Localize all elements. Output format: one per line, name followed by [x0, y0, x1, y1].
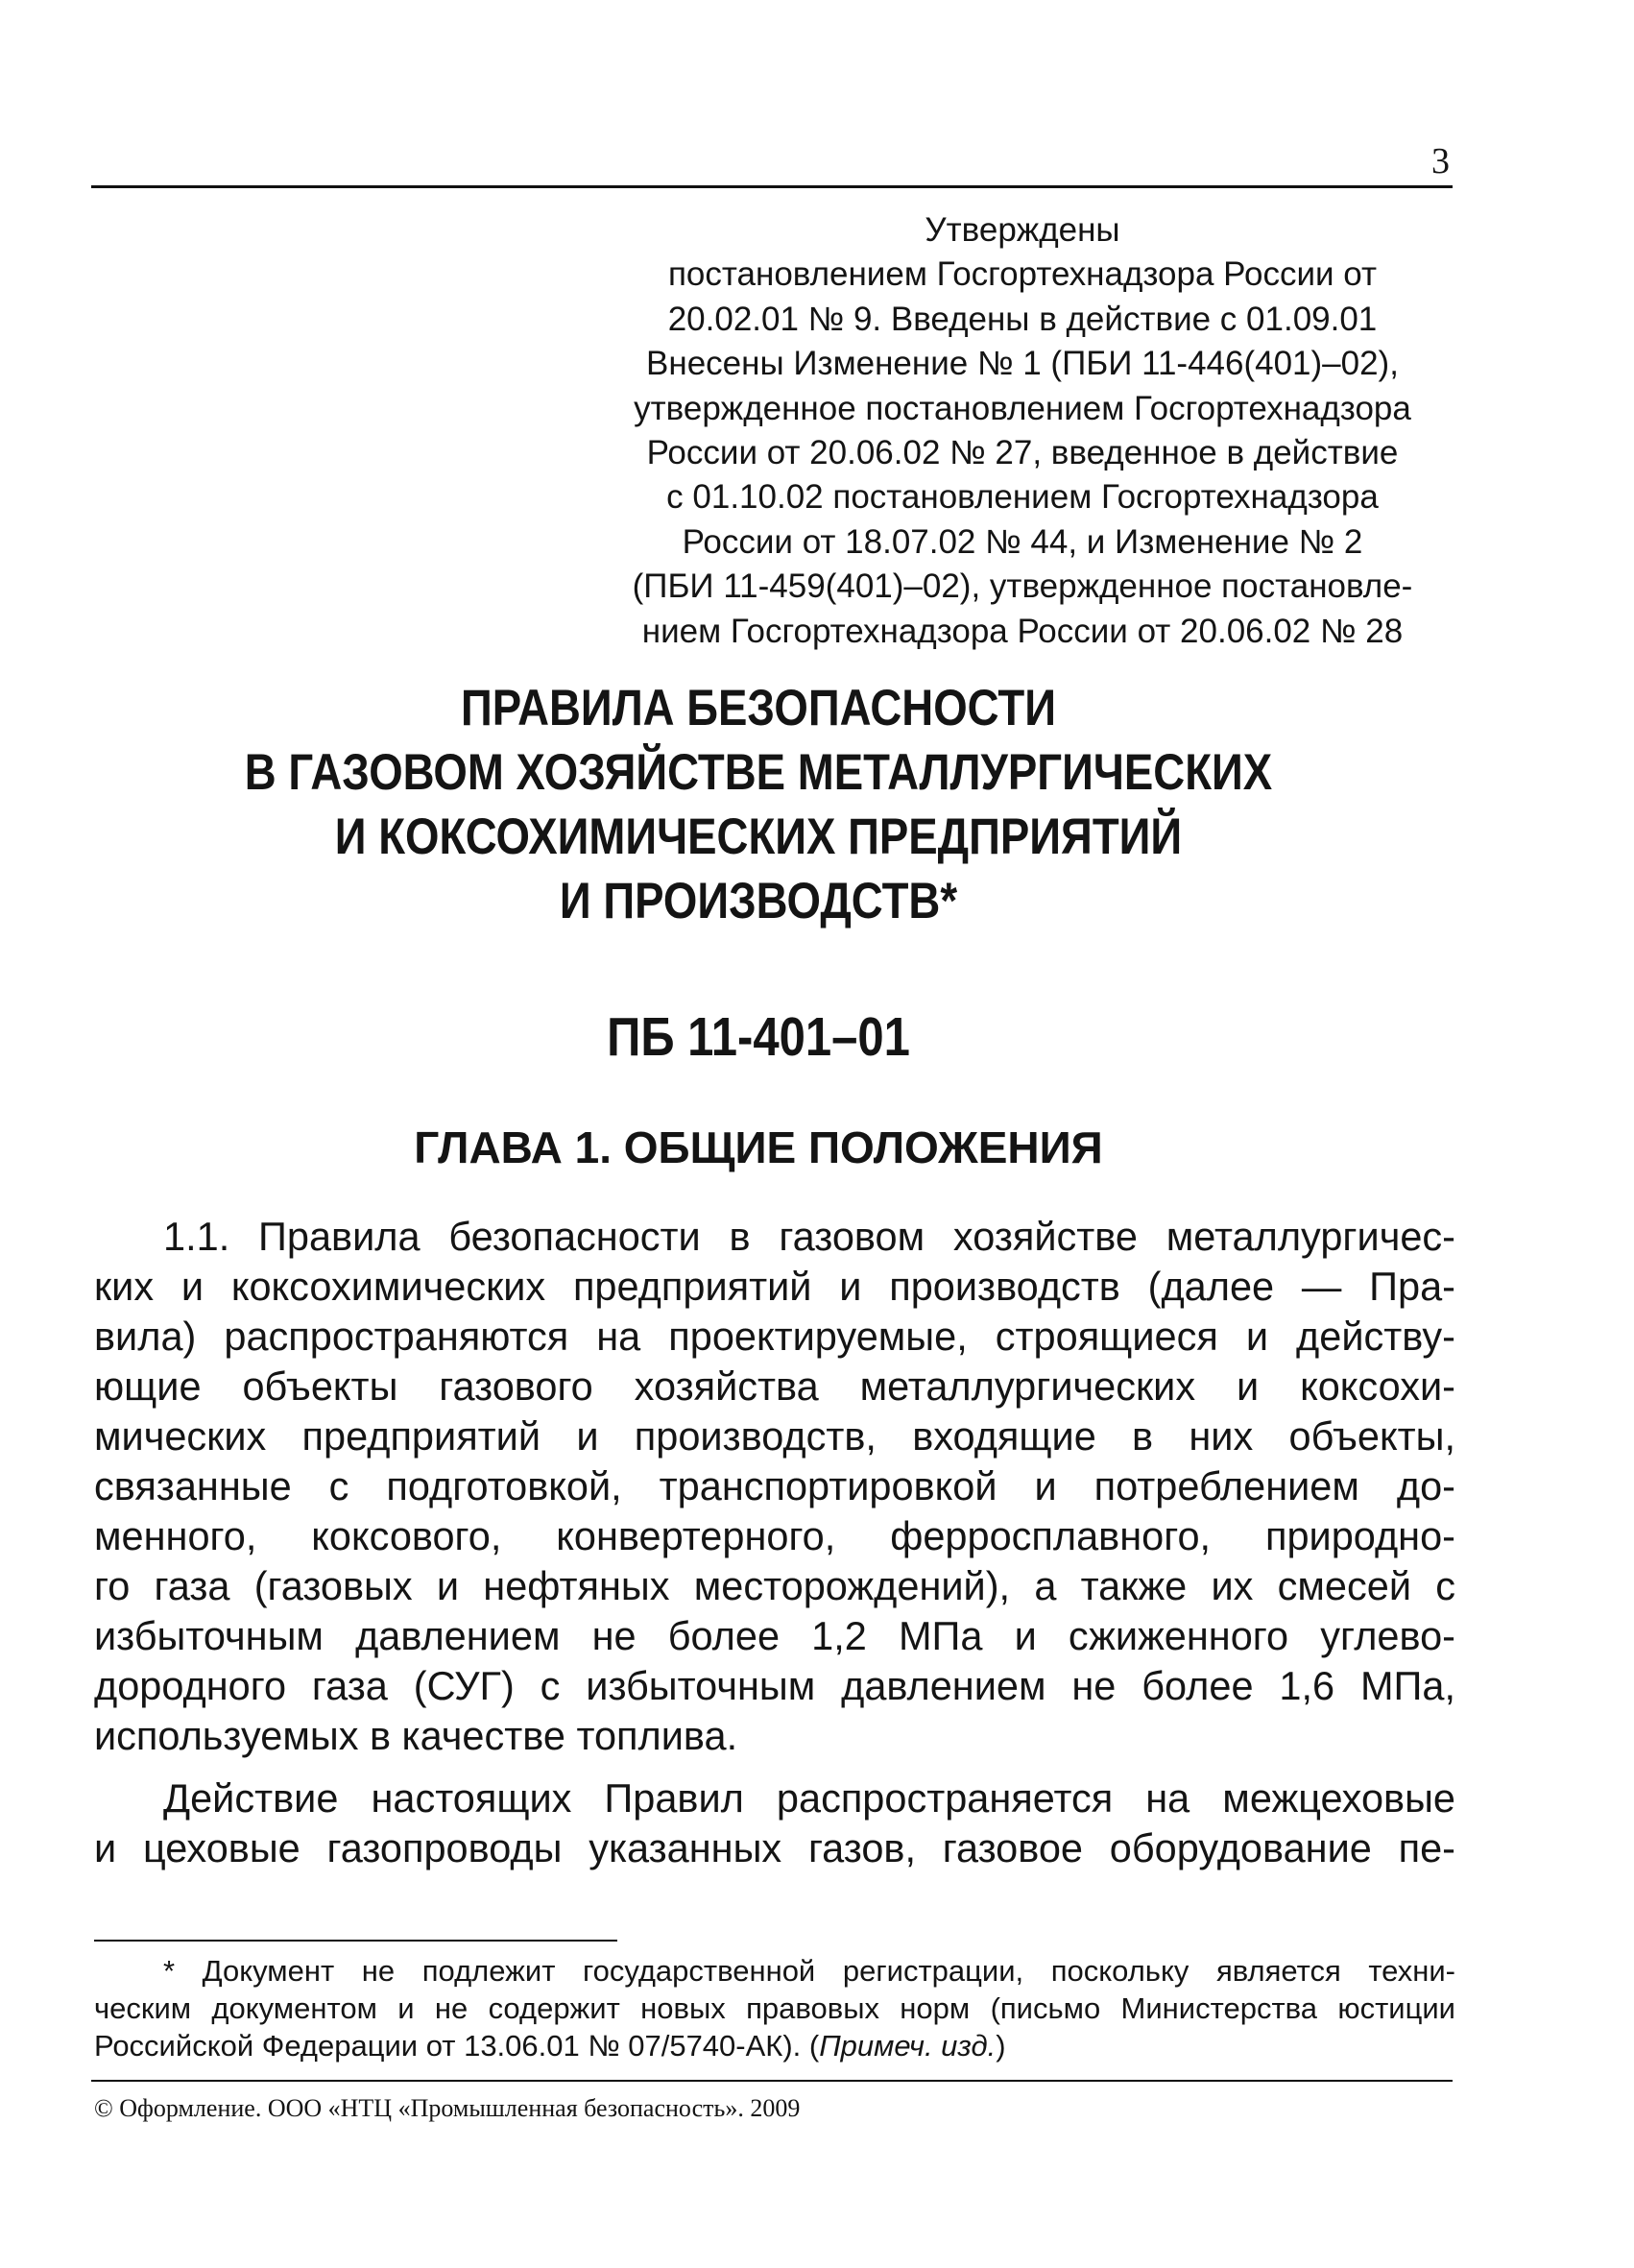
- approval-line: постановлением Госгортехнадзора России от: [667, 255, 1377, 294]
- paragraph-line: дородного газа (СУГ) с избыточным давлением не более 1,6 МПа,: [94, 1663, 1455, 1708]
- paragraph-line: менного, коксового, конвертерного, ферросплавного, природно-: [94, 1513, 1455, 1558]
- approval-line: Утверждены: [925, 211, 1120, 249]
- title-line: ПРАВИЛА БЕЗОПАСНОСТИ: [460, 680, 1057, 736]
- page-number: 3: [1431, 141, 1450, 181]
- approval-line: России от 20.06.02 № 27, введенное в действие: [646, 434, 1399, 472]
- paragraph-line: мических предприятий и производств, входящие в них объекты,: [94, 1413, 1455, 1459]
- footer-rule: [91, 2080, 1453, 2082]
- title-line: И ПРОИЗВОДСТВ*: [559, 873, 958, 929]
- footnote: [94, 1952, 1455, 2064]
- paragraph-line: вила) распространяются на проектируемые, строящиеся и действу-: [94, 1314, 1455, 1359]
- footnote-text: Российской Федерации от 13.06.01 № 07/5740-АК). (: [94, 2029, 820, 2063]
- publisher-note: Примеч. изд.: [819, 2029, 997, 2063]
- paragraph-line: 1.1. Правила безопасности в газовом хозяйстве металлургичес-: [163, 1214, 1455, 1259]
- approval-line: 20.02.01 № 9. Введены в действие с 01.09.01: [667, 300, 1378, 338]
- approval-line: с 01.10.02 постановлением Госгортехнадзора: [666, 478, 1379, 517]
- paragraph-1: [94, 1212, 1455, 1761]
- chapter-heading: ГЛАВА 1. ОБЩИЕ ПОЛОЖЕНИЯ: [414, 1122, 1103, 1172]
- copyright: © Оформление. ООО «НТЦ «Промышленная безопасность». 2009: [94, 2094, 801, 2122]
- paragraph-line: ющие объекты газового хозяйства металлургических и коксохи-: [94, 1363, 1455, 1409]
- document-code: ПБ 11-401–01: [607, 1006, 910, 1068]
- footnote-line: * Документ не подлежит государственной регистрации, поскольку является техни-: [163, 1954, 1455, 1988]
- approval-line: утвержденное постановлением Госгортехнадзора: [634, 389, 1411, 427]
- approval-block: [566, 208, 1478, 654]
- header-rule: [91, 185, 1453, 188]
- paragraph-line: используемых в качестве топлива.: [94, 1713, 738, 1758]
- approval-line: (ПБИ 11-459(401)–02), утвержденное постановле-: [632, 567, 1413, 606]
- paragraph-line: связанные с подготовкой, транспортировкой и потреблением до-: [94, 1463, 1455, 1508]
- footnote-close: ): [996, 2029, 1006, 2063]
- paragraph-line: избыточным давлением не более 1,2 МПа и сжиженного углево-: [94, 1613, 1455, 1658]
- paragraph-2: [94, 1773, 1455, 1873]
- title-line: В ГАЗОВОМ ХОЗЯЙСТВЕ МЕТАЛЛУРГИЧЕСКИХ: [244, 744, 1273, 801]
- footnote-rule: [94, 1940, 617, 1942]
- approval-line: Внесены Изменение № 1 (ПБИ 11-446(401)–02),: [646, 345, 1399, 383]
- paragraph-line: ких и коксохимических предприятий и производств (далее — Пра-: [94, 1264, 1455, 1309]
- paragraph-line: го газа (газовых и нефтяных месторождений), а также их смесей с: [94, 1563, 1455, 1608]
- footnote-line: [94, 2027, 1455, 2064]
- approval-line: нием Госгортехнадзора России от 20.06.02 № 28: [641, 612, 1404, 650]
- paragraph-line: Действие настоящих Правил распространяется на межцеховые: [163, 1775, 1455, 1821]
- footnote-line: ческим документом и не содержит новых правовых норм (письмо Министерства юстиции: [94, 1991, 1455, 2025]
- title-line: И КОКСОХИМИЧЕСКИХ ПРЕДПРИЯТИЙ: [334, 808, 1183, 865]
- paragraph-line: и цеховые газопроводы указанных газов, газовое оборудование пе-: [94, 1825, 1455, 1870]
- body-text: [94, 1212, 1455, 1873]
- document-title: [238, 676, 1279, 933]
- approval-line: России от 18.07.02 № 44, и Изменение № 2: [682, 522, 1363, 561]
